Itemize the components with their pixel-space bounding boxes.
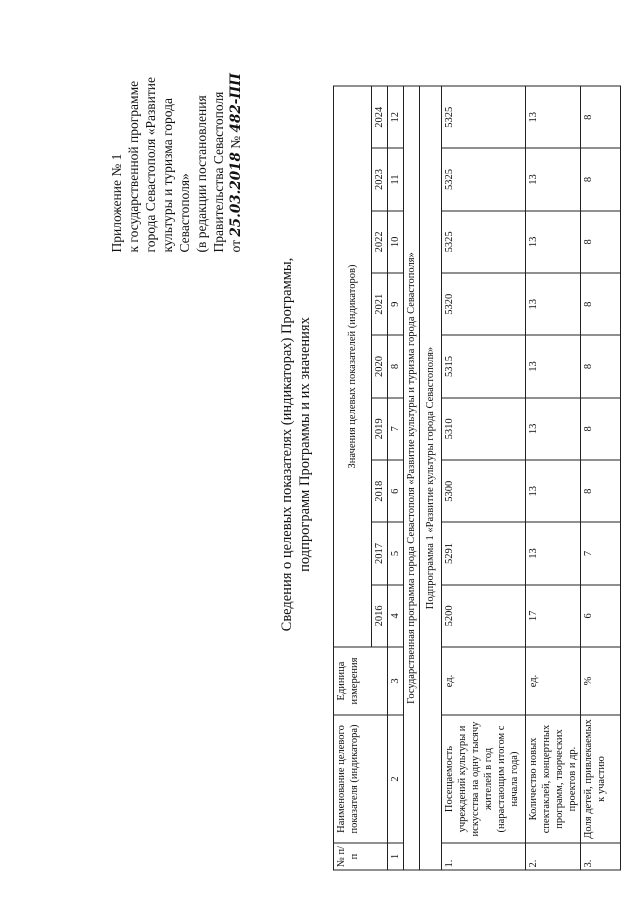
table-row (442, 86, 526, 870)
indicator-unit: % (581, 647, 621, 715)
column-number: 1 (388, 843, 404, 870)
value-cell: 8 (581, 273, 621, 335)
column-number: 2 (388, 715, 404, 843)
year-cell: 2019 (372, 398, 388, 460)
value-cell: 8 (581, 460, 621, 522)
year-cell: 2018 (372, 460, 388, 522)
document-title (278, 235, 314, 655)
title-line-1: Сведения о целевых показателях (индикаторах) Программы, (279, 257, 295, 632)
header-unit: Единица измерения (334, 647, 388, 715)
value-cell: 13 (526, 86, 581, 148)
value-cell: 8 (581, 398, 621, 460)
table-header-row (334, 86, 372, 870)
table-row (581, 86, 621, 870)
header-values: Значения целевых показателей (индикаторов) (334, 86, 372, 647)
value-cell: 13 (526, 522, 581, 584)
row-number: 2. (526, 843, 581, 870)
year-cell: 2016 (372, 585, 388, 647)
value-cell: 13 (526, 398, 581, 460)
date-prefix: от (228, 240, 243, 253)
column-number: 6 (388, 460, 404, 522)
row-number: 1. (442, 843, 526, 870)
header-num: № п/п (334, 843, 388, 870)
value-cell: 5200 (442, 585, 526, 647)
appendix-date-line (227, 43, 245, 253)
appendix-line: культуры и туризма города (160, 98, 175, 253)
value-cell: 13 (526, 148, 581, 210)
column-number: 7 (388, 398, 404, 460)
value-cell: 5320 (442, 273, 526, 335)
appendix-line: города Севастополя «Развитие (143, 76, 158, 253)
indicator-name: Доля детей, привлекаемых к участию (581, 715, 621, 843)
appendix-line: Приложение № 1 (109, 153, 124, 253)
year-cell: 2020 (372, 335, 388, 397)
appendix-line: Правительства Севастополя (211, 91, 226, 253)
year-cell: 2017 (372, 522, 388, 584)
value-cell: 17 (526, 585, 581, 647)
value-cell: 5315 (442, 335, 526, 397)
year-cell: 2023 (372, 148, 388, 210)
year-cell: 2024 (372, 86, 388, 148)
value-cell: 8 (581, 211, 621, 273)
column-number: 10 (388, 211, 404, 273)
appendix-line: к государственной программе (126, 80, 141, 253)
handwritten-date: 25.03.2018 (228, 152, 244, 237)
subprogram-title: Подпрограмма 1 «Развитие культуры города Севастополя» (420, 86, 442, 870)
subprogram-row (420, 86, 442, 870)
value-cell: 13 (526, 211, 581, 273)
handwritten-number: 482-ПП (228, 73, 244, 133)
value-cell: 5300 (442, 460, 526, 522)
number-label: № (228, 135, 243, 149)
indicator-name: Количество новых спектаклей, концертных программ, творческих проектов и др. (526, 715, 581, 843)
appendix-line: (в редакции постановления (194, 95, 209, 253)
value-cell: 8 (581, 335, 621, 397)
value-cell: 8 (581, 148, 621, 210)
header-name: Наименование целевого показателя (индикатора) (334, 715, 388, 843)
program-title: Государственная программа города Севастополя «Развитие культуры и туризма города Севастополя» (404, 86, 420, 870)
year-cell: 2022 (372, 211, 388, 273)
value-cell: 5325 (442, 211, 526, 273)
column-number: 4 (388, 585, 404, 647)
indicators-table (333, 86, 621, 871)
indicator-unit: ед. (526, 647, 581, 715)
value-cell: 7 (581, 522, 621, 584)
column-number: 11 (388, 148, 404, 210)
title-line-2: подпрограмм Программы и их значениях (297, 317, 313, 572)
value-cell: 8 (581, 86, 621, 148)
column-number: 5 (388, 522, 404, 584)
value-cell: 5325 (442, 86, 526, 148)
appendix-block (108, 43, 245, 253)
column-numbers-row (388, 86, 404, 870)
column-number: 12 (388, 86, 404, 148)
row-number: 3. (581, 843, 621, 870)
value-cell: 13 (526, 335, 581, 397)
column-number: 3 (388, 647, 404, 715)
indicator-unit: ед. (442, 647, 526, 715)
column-number: 9 (388, 273, 404, 335)
indicator-name: Посещаемость учреждений культуры и искусства на одну тысячу жителей в год (нарастающим итогом с начала года) (442, 715, 526, 843)
value-cell: 13 (526, 273, 581, 335)
table-row (526, 86, 581, 870)
value-cell: 5325 (442, 148, 526, 210)
appendix-line: Севастополя» (177, 173, 192, 253)
value-cell: 13 (526, 460, 581, 522)
year-cell: 2021 (372, 273, 388, 335)
program-row (404, 86, 420, 870)
value-cell: 5291 (442, 522, 526, 584)
column-number: 8 (388, 335, 404, 397)
value-cell: 5310 (442, 398, 526, 460)
value-cell: 6 (581, 585, 621, 647)
